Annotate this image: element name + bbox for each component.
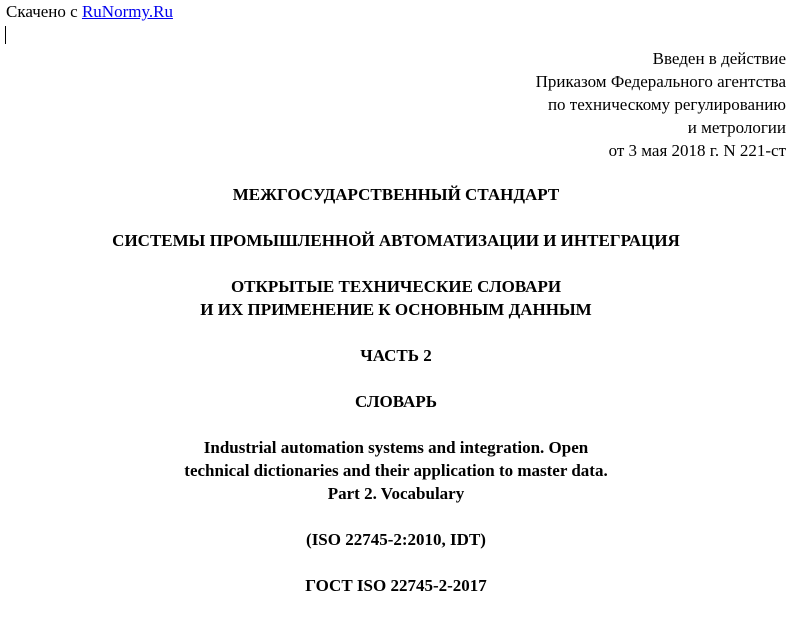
approval-line: от 3 мая 2018 г. N 221-ст xyxy=(608,141,786,160)
approval-block xyxy=(536,47,786,162)
standard-type: МЕЖГОСУДАРСТВЕННЫЙ СТАНДАРТ xyxy=(232,185,560,204)
title-line: И ИХ ПРИМЕНЕНИЕ К ОСНОВНЫМ ДАННЫМ xyxy=(200,300,592,319)
source-line xyxy=(6,2,173,22)
english-title-line: Part 2. Vocabulary xyxy=(327,484,465,503)
gost-number: ГОСТ ISO 22745-2-2017 xyxy=(305,576,487,595)
iso-reference: (ISO 22745-2:2010, IDT) xyxy=(306,530,486,549)
approval-line: Введен в действие xyxy=(652,49,786,68)
source-link[interactable]: RuNormy.Ru xyxy=(81,2,173,21)
approval-line: и метрологии xyxy=(687,118,786,137)
approval-line: Приказом Федерального агентства xyxy=(535,72,786,91)
source-prefix: Скачено с xyxy=(6,2,78,21)
series-title: СИСТЕМЫ ПРОМЫШЛЕННОЙ АВТОМАТИЗАЦИИ И ИНТЕГРАЦИЯ xyxy=(112,231,680,250)
approval-line: по техническому регулированию xyxy=(547,95,786,114)
title-line: ОТКРЫТЫЕ ТЕХНИЧЕСКИЕ СЛОВАРИ xyxy=(230,277,562,296)
text-cursor xyxy=(5,26,6,44)
english-title-line: technical dictionaries and their application to master data. xyxy=(184,461,608,480)
english-title xyxy=(0,436,792,505)
part-number: ЧАСТЬ 2 xyxy=(360,346,432,365)
english-title-line: Industrial automation systems and integration. Open xyxy=(203,438,589,457)
part-title: СЛОВАРЬ xyxy=(355,392,437,411)
document-title xyxy=(0,275,792,321)
